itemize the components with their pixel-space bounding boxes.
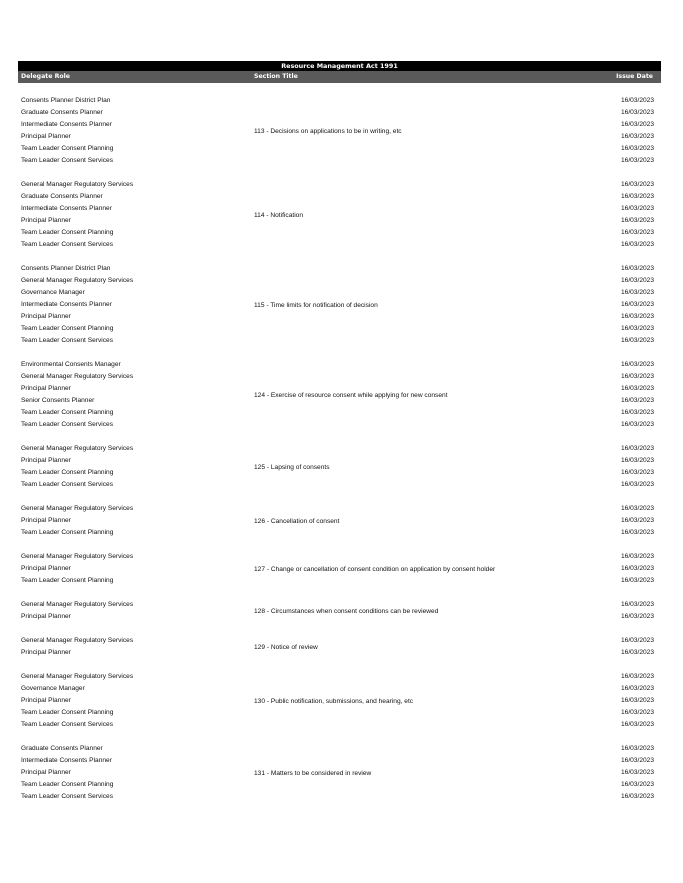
delegate-role-cell: Graduate Consents Planner: [21, 109, 103, 116]
delegate-role-cell: Principal Planner: [21, 133, 71, 140]
issue-date-cell: 16/03/2023: [620, 529, 654, 536]
delegate-role-cell: Governance Manager: [21, 289, 85, 296]
table-row: [18, 479, 661, 491]
section-title-cell: 126 - Cancellation of consent: [254, 517, 340, 525]
delegate-role-cell: General Manager Regulatory Services: [21, 181, 134, 188]
delegate-role-cell: General Manager Regulatory Services: [21, 673, 134, 680]
issue-date-cell: 16/03/2023: [620, 697, 654, 704]
section-title-cell: 113 - Decisions on applications to be in writing, etc: [254, 127, 402, 135]
section-group: [18, 179, 661, 251]
section-title-cell: 131 - Matters to be considered in review: [254, 769, 372, 777]
section-group: [18, 743, 661, 803]
issue-date-cell: 16/03/2023: [620, 421, 654, 428]
delegate-role-cell: Team Leader Consent Planning: [21, 529, 114, 536]
table-row: [18, 635, 661, 647]
delegate-role-cell: Consents Planner District Plan: [21, 97, 111, 104]
issue-date-cell: 16/03/2023: [620, 181, 654, 188]
table-body: [18, 95, 661, 815]
issue-date-cell: 16/03/2023: [620, 721, 654, 728]
column-header-section-title: Section Title: [254, 73, 298, 80]
delegate-role-cell: Intermediate Consents Planner: [21, 757, 112, 764]
issue-date-cell: 16/03/2023: [620, 325, 654, 332]
delegate-role-cell: Graduate Consents Planner: [21, 745, 103, 752]
section-title-cell: 115 - Time limits for notification of decision: [254, 301, 378, 309]
issue-date-cell: 16/03/2023: [620, 505, 654, 512]
issue-date-cell: 16/03/2023: [620, 289, 654, 296]
issue-date-cell: 16/03/2023: [620, 265, 654, 272]
table-row: [18, 179, 661, 191]
table-row: [18, 215, 661, 227]
issue-date-cell: 16/03/2023: [620, 193, 654, 200]
delegate-role-cell: Team Leader Consent Planning: [21, 145, 114, 152]
issue-date-cell: 16/03/2023: [620, 121, 654, 128]
issue-date-cell: 16/03/2023: [620, 673, 654, 680]
delegate-role-cell: Team Leader Consent Planning: [21, 469, 114, 476]
issue-date-cell: 16/03/2023: [620, 337, 654, 344]
delegate-role-cell: Principal Planner: [21, 613, 71, 620]
delegate-role-cell: Principal Planner: [21, 649, 71, 656]
issue-date-cell: 16/03/2023: [620, 385, 654, 392]
delegate-role-cell: Intermediate Consents Planner: [21, 205, 112, 212]
delegate-role-cell: Team Leader Consent Planning: [21, 409, 114, 416]
delegate-role-cell: Team Leader Consent Planning: [21, 229, 114, 236]
table-row: [18, 227, 661, 239]
delegate-role-cell: Governance Manager: [21, 685, 85, 692]
issue-date-cell: 16/03/2023: [620, 229, 654, 236]
issue-date-cell: 16/03/2023: [620, 613, 654, 620]
delegate-role-cell: Team Leader Consent Services: [21, 337, 113, 344]
table-row: [18, 239, 661, 251]
issue-date-cell: 16/03/2023: [620, 301, 654, 308]
section-title-cell: 129 - Notice of review: [254, 643, 318, 651]
column-header-delegate-role: Delegate Role: [21, 73, 70, 80]
delegate-role-cell: Principal Planner: [21, 565, 71, 572]
issue-date-cell: 16/03/2023: [620, 709, 654, 716]
delegate-role-cell: General Manager Regulatory Services: [21, 553, 134, 560]
issue-date-cell: 16/03/2023: [620, 97, 654, 104]
issue-date-cell: 16/03/2023: [620, 517, 654, 524]
table-row: [18, 647, 661, 659]
delegate-role-cell: Principal Planner: [21, 697, 71, 704]
delegate-role-cell: Team Leader Consent Services: [21, 421, 113, 428]
column-header-issue-date: Issue Date: [616, 73, 653, 80]
issue-date-cell: 16/03/2023: [620, 769, 654, 776]
issue-date-cell: 16/03/2023: [620, 481, 654, 488]
issue-date-cell: 16/03/2023: [620, 205, 654, 212]
table-row: [18, 455, 661, 467]
issue-date-cell: 16/03/2023: [620, 241, 654, 248]
table-row: [18, 515, 661, 527]
section-group: [18, 95, 661, 167]
delegate-role-cell: Principal Planner: [21, 769, 71, 776]
table-row: [18, 467, 661, 479]
section-group: [18, 359, 661, 431]
issue-date-cell: 16/03/2023: [620, 685, 654, 692]
delegate-role-cell: General Manager Regulatory Services: [21, 445, 134, 452]
issue-date-cell: 16/03/2023: [620, 577, 654, 584]
section-group: [18, 443, 661, 491]
delegations-table: [18, 61, 661, 83]
issue-date-cell: 16/03/2023: [620, 601, 654, 608]
delegate-role-cell: Intermediate Consents Planner: [21, 301, 112, 308]
issue-date-cell: 16/03/2023: [620, 553, 654, 560]
issue-date-cell: 16/03/2023: [620, 637, 654, 644]
table-row: [18, 443, 661, 455]
issue-date-cell: 16/03/2023: [620, 469, 654, 476]
section-group: [18, 503, 661, 539]
delegate-role-cell: Principal Planner: [21, 385, 71, 392]
issue-date-cell: 16/03/2023: [620, 277, 654, 284]
delegate-role-cell: General Manager Regulatory Services: [21, 373, 134, 380]
table-row: [18, 527, 661, 539]
issue-date-cell: 16/03/2023: [620, 361, 654, 368]
delegate-role-cell: Principal Planner: [21, 217, 71, 224]
issue-date-cell: 16/03/2023: [620, 409, 654, 416]
delegate-role-cell: Team Leader Consent Services: [21, 241, 113, 248]
table-row: [18, 191, 661, 203]
delegate-role-cell: Consents Planner District Plan: [21, 265, 111, 272]
delegate-role-cell: Team Leader Consent Planning: [21, 325, 114, 332]
issue-date-cell: 16/03/2023: [620, 445, 654, 452]
delegate-role-cell: Team Leader Consent Services: [21, 793, 113, 800]
section-title-cell: 130 - Public notification, submissions, and hearing, etc: [254, 697, 414, 705]
section-group: [18, 599, 661, 623]
section-group: [18, 551, 661, 587]
delegate-role-cell: Senior Consents Planner: [21, 397, 95, 404]
issue-date-cell: 16/03/2023: [620, 313, 654, 320]
delegate-role-cell: Graduate Consents Planner: [21, 193, 103, 200]
issue-date-cell: 16/03/2023: [620, 649, 654, 656]
issue-date-cell: 16/03/2023: [620, 757, 654, 764]
delegate-role-cell: General Manager Regulatory Services: [21, 637, 134, 644]
issue-date-cell: 16/03/2023: [620, 745, 654, 752]
section-group: [18, 263, 661, 347]
section-title-cell: 114 - Notification: [254, 211, 303, 219]
section-title-cell: 124 - Exercise of resource consent while applying for new consent: [254, 391, 448, 399]
issue-date-cell: 16/03/2023: [620, 145, 654, 152]
delegate-role-cell: General Manager Regulatory Services: [21, 277, 134, 284]
delegate-role-cell: General Manager Regulatory Services: [21, 601, 134, 608]
column-header-row: [18, 71, 661, 83]
delegate-role-cell: Team Leader Consent Planning: [21, 781, 114, 788]
delegate-role-cell: Team Leader Consent Planning: [21, 709, 114, 716]
section-title-cell: 128 - Circumstances when consent conditions can be reviewed: [254, 607, 439, 615]
table-row: [18, 503, 661, 515]
delegate-role-cell: Principal Planner: [21, 457, 71, 464]
issue-date-cell: 16/03/2023: [620, 217, 654, 224]
delegate-role-cell: Team Leader Consent Planning: [21, 577, 114, 584]
issue-date-cell: 16/03/2023: [620, 793, 654, 800]
section-group: [18, 671, 661, 731]
delegate-role-cell: Team Leader Consent Services: [21, 721, 113, 728]
section-title-cell: 127 - Change or cancellation of consent condition on application by consent holder: [254, 565, 496, 573]
issue-date-cell: 16/03/2023: [620, 133, 654, 140]
delegate-role-cell: Intermediate Consents Planner: [21, 121, 112, 128]
delegate-role-cell: Principal Planner: [21, 313, 71, 320]
delegate-role-cell: Team Leader Consent Services: [21, 157, 113, 164]
issue-date-cell: 16/03/2023: [620, 157, 654, 164]
issue-date-cell: 16/03/2023: [620, 397, 654, 404]
table-row: [18, 203, 661, 215]
issue-date-cell: 16/03/2023: [620, 373, 654, 380]
delegate-role-cell: Principal Planner: [21, 517, 71, 524]
delegate-role-cell: Team Leader Consent Services: [21, 481, 113, 488]
delegate-role-cell: General Manager Regulatory Services: [21, 505, 134, 512]
issue-date-cell: 16/03/2023: [620, 565, 654, 572]
issue-date-cell: 16/03/2023: [620, 109, 654, 116]
issue-date-cell: 16/03/2023: [620, 781, 654, 788]
issue-date-cell: 16/03/2023: [620, 457, 654, 464]
section-title-cell: 125 - Lapsing of consents: [254, 463, 330, 471]
table-title: Resource Management Act 1991: [18, 61, 661, 71]
delegate-role-cell: Environmental Consents Manager: [21, 361, 121, 368]
section-group: [18, 635, 661, 659]
